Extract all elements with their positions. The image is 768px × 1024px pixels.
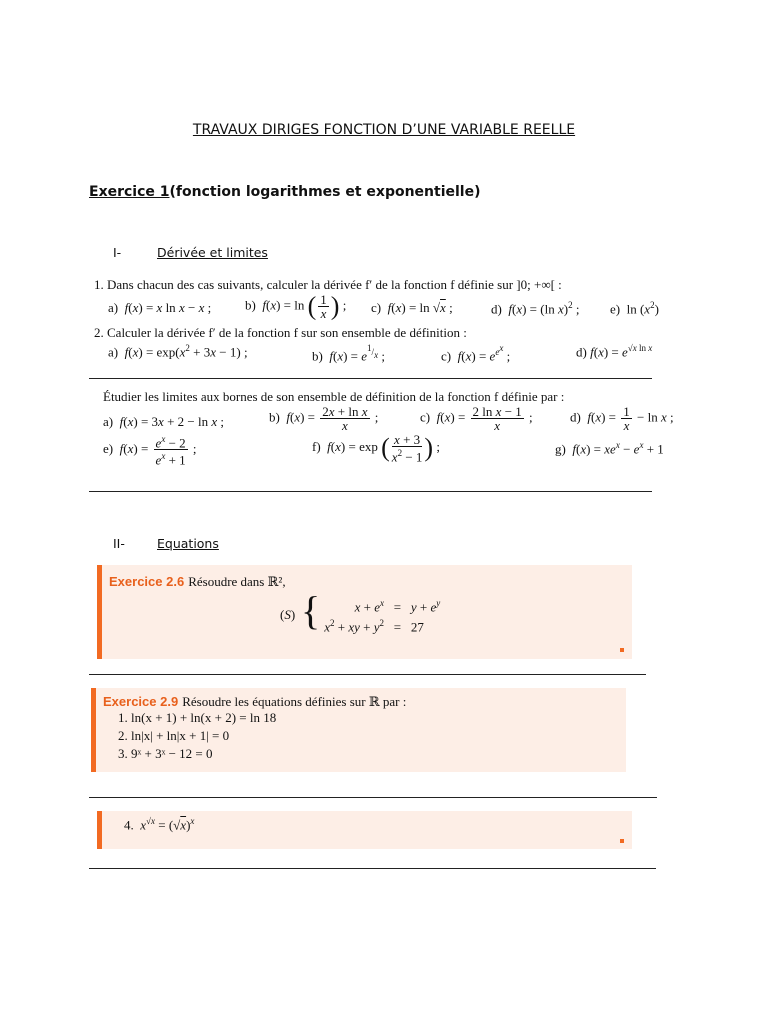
limits-c: c) f(x) = $\frac{\text{2 ln x − 1}}{x}$ ; [420,404,533,433]
exercise-2-9-text: Résoudre les équations définies sur ℝ par : [182,694,407,709]
question-1c: c) f(x) = ln √x ; [371,300,453,315]
divider [89,491,652,492]
system-name: (S) [280,607,296,622]
exercise-2-9-box [91,688,626,772]
system-equation-2: $x^2$ + xy + $y^2 = 27$ [324,618,424,635]
limits-d: d) f(x) = $\frac{1}{x}$ − ln x ; [570,404,674,433]
exercise-2-9-item-3: 3. 9ˣ + 3ˣ − 12 = 0 [118,746,213,761]
divider [89,868,656,869]
exercise-2-6-label: Exercice 2.6 [109,574,185,589]
exercise-2-6-text: Résoudre dans ℝ², [188,574,286,589]
accent-bar [97,811,102,849]
question-1-text: 1. Dans chacun des cas suivants, calculer la dérivée f′ de la fonction f définie sur ]0; +∞[ : [94,277,562,292]
limits-g: g) $f(x) = xe^x - e^x + 1$ [555,440,664,457]
system-equation-1: $x + e^x = y + e^y$ [354,598,441,615]
limits-b: b) f(x) = $\frac{\text{2x + ln x}}{x}$ ; [269,404,379,433]
divider [89,378,652,379]
question-2b: b) $f(x) = e^{^1/_x}$ ; [312,343,385,364]
page-title: TRAVAUX DIRIGES FONCTION D’UNE VARIABLE REELLE [192,122,576,138]
accent-bar [91,688,96,772]
exercise-1-subtitle: (fonction logarithmes et exponentielle) [169,184,481,200]
exercise-2-9-item-1: 1. ln(x + 1) + ln(x + 2) = ln 18 [118,710,277,725]
question-1b: b) f(x) = ln ( $\frac{1}{x}$ ) ; [245,291,347,321]
exercise-1-label: Exercice 1 [89,184,170,200]
section-2-title: Equations [157,536,219,551]
section-1-number: I- [113,245,122,260]
limits-intro: Étudier les limites aux bornes de son ensemble de définition de la fonction f définie par : [103,389,565,404]
question-1d: d) f(x) = (ln x)$^2$ ; [491,300,580,317]
system-brace: { [301,588,321,633]
exercise-2-9-item-2: 2. ln|x| + ln|x + 1| = 0 [118,728,230,743]
section-2-number: II- [113,536,125,551]
question-2c: c) $f(x) = e^{e^x}$ ; [441,343,511,364]
end-marker [620,648,624,652]
question-1e: e) $\ln (x^2)$ [610,300,659,317]
end-marker [620,839,624,843]
question-2a: a) $f(x) = \exp(x^2 + 3x - 1)$ ; [108,343,248,360]
exercise-2-9-label: Exercice 2.9 [103,694,179,709]
limits-e: e) f(x) = $\frac{e^x - 2}{e^x + 1}$ ; [103,434,197,468]
limits-a: a) f(x) = 3x + 2 − ln x ; [103,414,224,429]
accent-bar [97,565,102,659]
exercise-2-9-item-4: 4. $x^{√x} = (√x)^x$ [124,816,195,833]
question-2-text: 2. Calculer la dérivée f′ de la fonction f sur son ensemble de définition : [94,325,467,340]
limits-f: f) f(x) = exp ( $\frac{x + 3}{x^2 - 1}$ ) ; [312,432,440,465]
exercise-2-9-continued-box [97,811,632,849]
question-1a: a) f(x) = x ln x − x ; [108,300,212,315]
divider [89,674,646,675]
divider [89,797,657,798]
section-1-title: Dérivée et limites [157,245,268,260]
exercise-2-6-box [97,565,632,659]
question-2d: d) $f(x) = e^{√x ln x}$ [576,343,653,360]
exercise-1-heading [89,184,481,200]
